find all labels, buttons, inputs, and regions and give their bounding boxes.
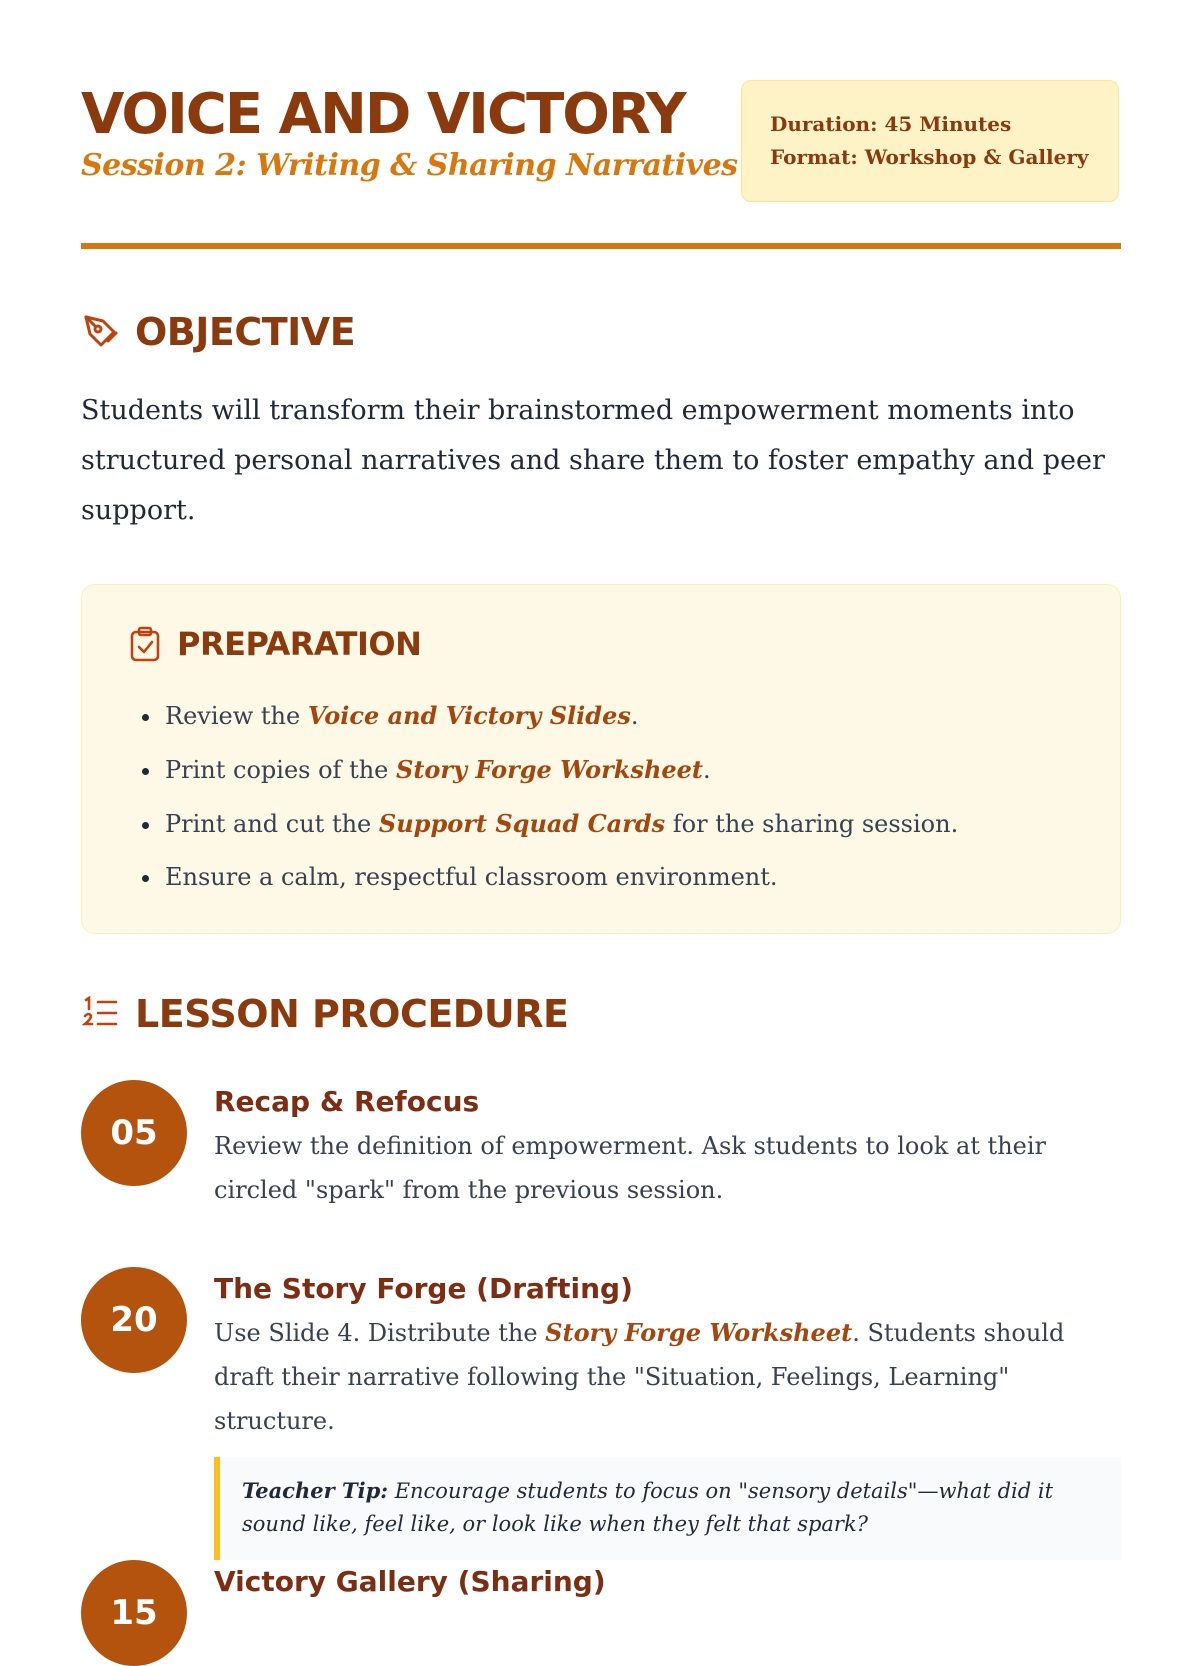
step-minutes-badge: 20 (81, 1267, 187, 1373)
step-text-part: . Students should draft their narrative following the "Situation, Feelings, Learning" structure. (214, 1319, 1065, 1435)
preparation-title: PREPARATION (177, 625, 422, 663)
page-title: VOICE AND VICTORY (81, 82, 685, 147)
list-item (163, 797, 958, 851)
list-item-text: Print copies of the (165, 756, 396, 784)
resource-link[interactable]: Support Squad Cards (378, 809, 666, 838)
list-item-text: . (630, 702, 639, 730)
step-title: Recap & Refocus (214, 1085, 480, 1118)
objective-text: Students will transform their brainstormed empowerment moments into structured personal narratives and share them to foster empathy and peer support. (81, 395, 1105, 526)
list-item (163, 851, 958, 904)
list-item-text: Ensure a calm, respectful classroom environment. (165, 863, 778, 891)
header-divider (81, 243, 1121, 249)
session-subtitle: Session 2: Writing & Sharing Narratives (81, 148, 738, 183)
step-title: The Story Forge (Drafting) (214, 1272, 633, 1305)
preparation-list (132, 689, 958, 904)
step-minutes-badge: 05 (81, 1080, 187, 1186)
step-description (214, 1311, 1121, 1443)
lesson-header (81, 80, 1121, 210)
step-body (214, 1267, 1121, 1560)
step-description: Review the definition of empowerment. Ask students to look at their circled "spark" from the previous session. (214, 1132, 1047, 1204)
list-item-text: for the sharing session. (665, 810, 959, 838)
step-text-part: Use Slide 4. Distribute the (214, 1319, 546, 1347)
preparation-card (81, 584, 1121, 934)
session-meta-box (741, 80, 1119, 202)
list-item (163, 743, 958, 797)
list-item-text: Review the (165, 702, 308, 730)
procedure-title: LESSON PROCEDURE (135, 992, 569, 1036)
list-item (163, 689, 958, 743)
procedure-heading (81, 992, 568, 1036)
resource-link[interactable]: Story Forge Worksheet (396, 755, 704, 784)
step-minutes-badge: 15 (81, 1560, 187, 1666)
step-body (214, 1080, 1121, 1212)
tip-label: Teacher Tip: (242, 1478, 389, 1503)
list-item-text: Print and cut the (165, 810, 379, 838)
tip-text: Encourage students to focus on "sensory details"—what did it sound like, feel like, or look like when they felt that spark? (242, 1479, 1054, 1536)
resource-link[interactable]: Story Forge Worksheet (545, 1318, 853, 1347)
teacher-tip-callout (214, 1457, 1121, 1560)
objective-heading (81, 310, 355, 354)
step-body (214, 1560, 1121, 1604)
step-title: Victory Gallery (Sharing) (214, 1565, 606, 1598)
preparation-heading (127, 625, 421, 663)
pen-nib-icon (81, 312, 121, 352)
objective-title: OBJECTIVE (135, 310, 356, 354)
duration-text: Duration: 45 Minutes (770, 112, 1012, 136)
list-item-text: . (703, 756, 711, 784)
format-text: Format: Workshop & Gallery (770, 145, 1089, 169)
resource-link[interactable]: Voice and Victory Slides (307, 701, 631, 730)
clipboard-check-icon (127, 626, 163, 662)
numbered-list-icon (81, 994, 121, 1034)
